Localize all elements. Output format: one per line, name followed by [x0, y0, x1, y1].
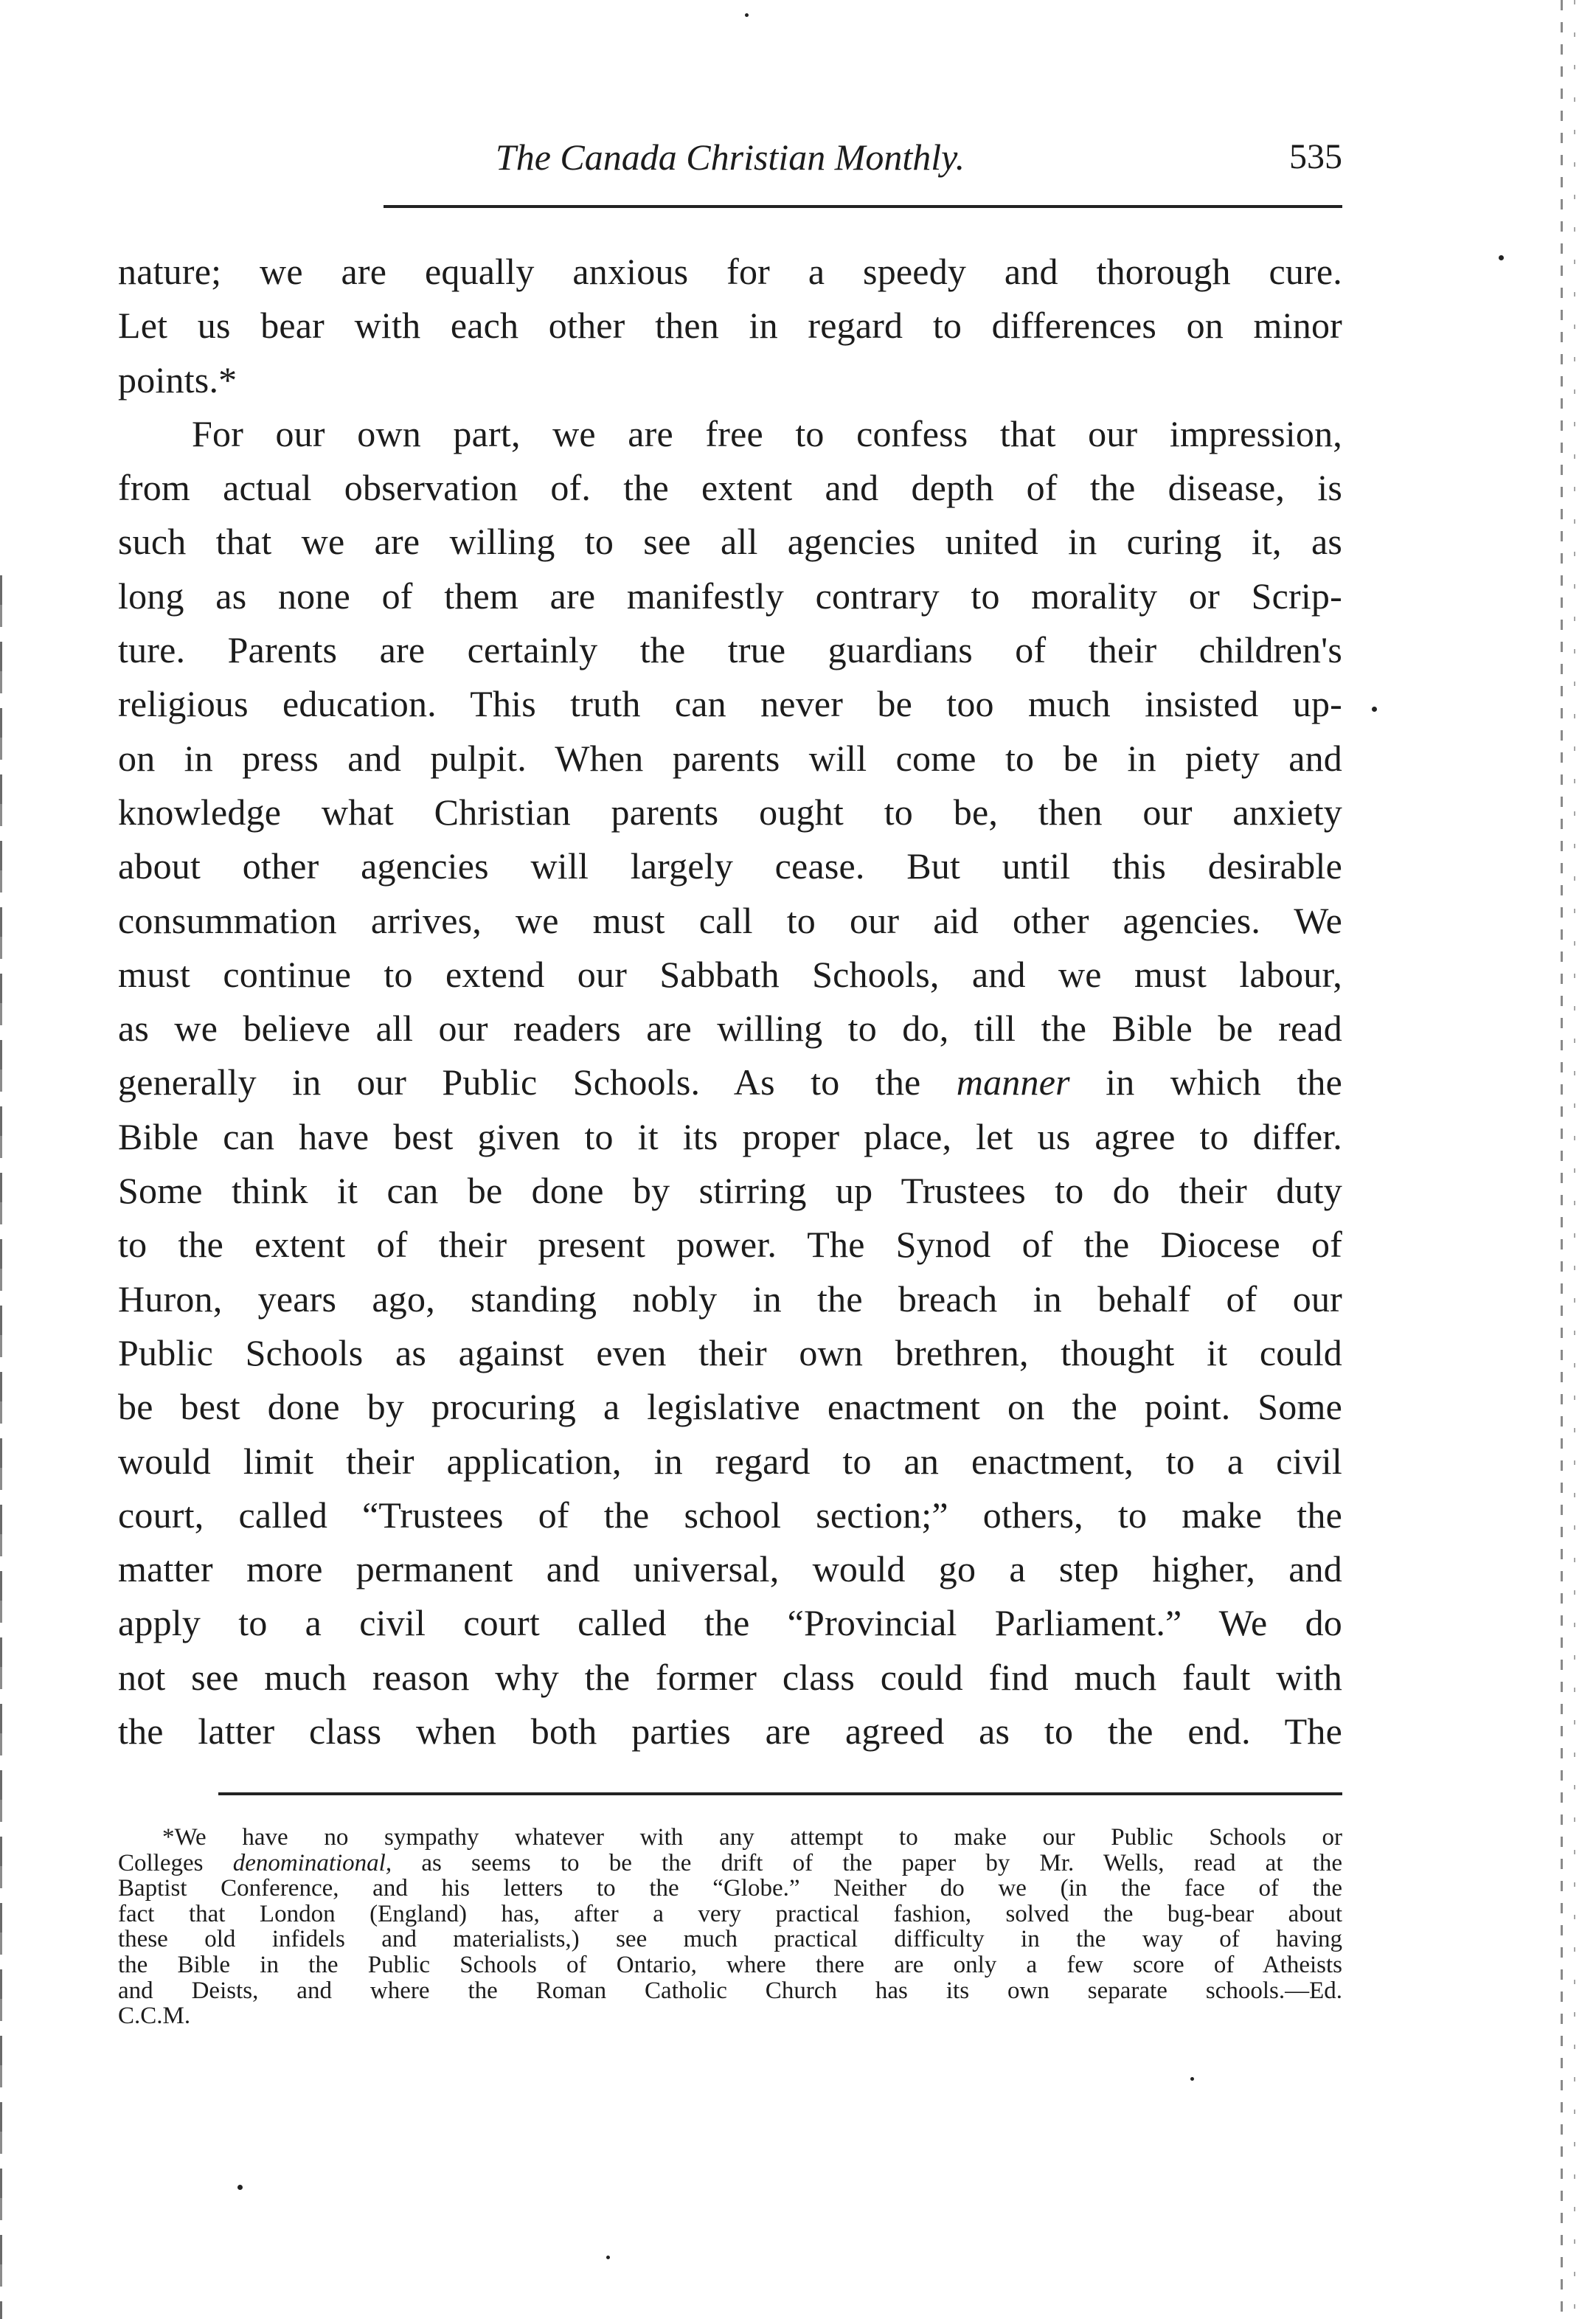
scan-speck: [1190, 2077, 1194, 2081]
header-rule: [384, 205, 1342, 208]
text-line: be best done by procuring a legislative enactment on the point. Some: [118, 1386, 1342, 1428]
text-line: points.*: [118, 358, 237, 401]
scan-edge-artifact: [1574, 0, 1575, 2319]
footnote-line: Baptist Conference, and his letters to the “Globe.” Neither do we (in the face of the: [118, 1875, 1342, 1902]
footnote-line: these old infidels and materialists,) see much practical difficulty in the way of having: [118, 1926, 1342, 1953]
text-line: Public Schools as against even their own brethren, thought it could: [118, 1331, 1342, 1373]
footnote-line: and Deists, and where the Roman Catholic Church has its own separate schools.—Ed.: [118, 1977, 1342, 2004]
footnote: [118, 1825, 1342, 2029]
text-line: from actual observation of. the extent and depth of the disease, is: [118, 467, 1342, 509]
text-line: court, called “Trustees of the school section;” others, to make the: [118, 1494, 1342, 1536]
scan-edge-artifact: [0, 575, 2, 2319]
text-line: as we believe all our readers are willing to do, till the Bible be read: [118, 1008, 1342, 1050]
footnote-line: C.C.M.: [118, 2003, 191, 2030]
text-line: Huron, years ago, standing nobly in the breach in behalf of our: [118, 1278, 1342, 1320]
text-line: the latter class when both parties are agreed as to the end. The: [118, 1710, 1342, 1753]
scan-speck: [1499, 255, 1504, 260]
footnote-line: the Bible in the Public Schools of Ontario, where there are only a few score of Atheists: [118, 1951, 1342, 1978]
body-text: [118, 245, 1342, 1758]
text-line: must continue to extend our Sabbath Schools, and we must labour,: [118, 953, 1342, 995]
scan-speck: [606, 2256, 610, 2259]
text-line: consummation arrives, we must call to our aid other agencies. We: [118, 899, 1342, 941]
running-head: [118, 131, 1342, 183]
scan-speck: [745, 13, 749, 17]
text-line: For our own part, we are free to confess that our impression,: [192, 412, 1342, 454]
text-line: ture. Parents are certainly the true guardians of their children's: [118, 629, 1342, 671]
footnote-rule: [218, 1792, 1342, 1795]
text-line: nature; we are equally anxious for a speedy and thorough cure.: [118, 251, 1342, 292]
text-segment: as seems to be the drift of the paper by Mr. Wells, read at the: [421, 1849, 1343, 1876]
text-line: would limit their application, in regard to an enactment, to a civil: [118, 1440, 1342, 1482]
scan-speck: [237, 2185, 243, 2190]
text-line: Bible can have best given to it its proper place, let us agree to differ.: [118, 1115, 1342, 1157]
text-line: such that we are willing to see all agencies united in curing it, as: [118, 521, 1342, 563]
text-segment: generally in our Public Schools. As to the: [118, 1061, 921, 1103]
scan-speck: [1372, 707, 1377, 712]
page-number: 535: [1289, 137, 1342, 176]
text-line: not see much reason why the former class could find much fault with: [118, 1656, 1342, 1698]
italic-word: manner: [956, 1061, 1070, 1103]
footnote-line: fact that London (England) has, after a very practical fashion, solved the bug-bear about: [118, 1900, 1342, 1927]
scan-edge-artifact: [1561, 0, 1563, 2319]
italic-word: denominational,: [232, 1849, 392, 1876]
text-line: matter more permanent and universal, would go a step higher, and: [118, 1548, 1342, 1590]
footnote-line: *We have no sympathy whatever with any attempt to make our Public Schools or: [162, 1824, 1342, 1851]
text-line: Let us bear with each other then in regard to differences on minor: [118, 305, 1342, 347]
text-line: about other agencies will largely cease. But until this desirable: [118, 845, 1342, 887]
text-line: [118, 1055, 1342, 1109]
text-line: knowledge what Christian parents ought to be, then our anxiety: [118, 791, 1342, 833]
text-segment: in which the: [1106, 1061, 1342, 1103]
text-line: on in press and pulpit. When parents will come to be in piety and: [118, 737, 1342, 779]
text-line: Some think it can be done by stirring up Trustees to do their duty: [118, 1170, 1342, 1212]
text-line: to the extent of their present power. The Synod of the Diocese of: [118, 1224, 1342, 1266]
text-line: long as none of them are manifestly contrary to morality or Scrip-: [118, 575, 1342, 617]
footnote-line: [118, 1851, 1342, 1876]
text-line: religious education. This truth can never be too much insisted up-: [118, 683, 1342, 725]
running-title: The Canada Christian Monthly.: [495, 136, 965, 178]
text-line: apply to a civil court called the “Provincial Parliament.” We do: [118, 1602, 1342, 1644]
text-segment: Colleges: [118, 1849, 204, 1876]
